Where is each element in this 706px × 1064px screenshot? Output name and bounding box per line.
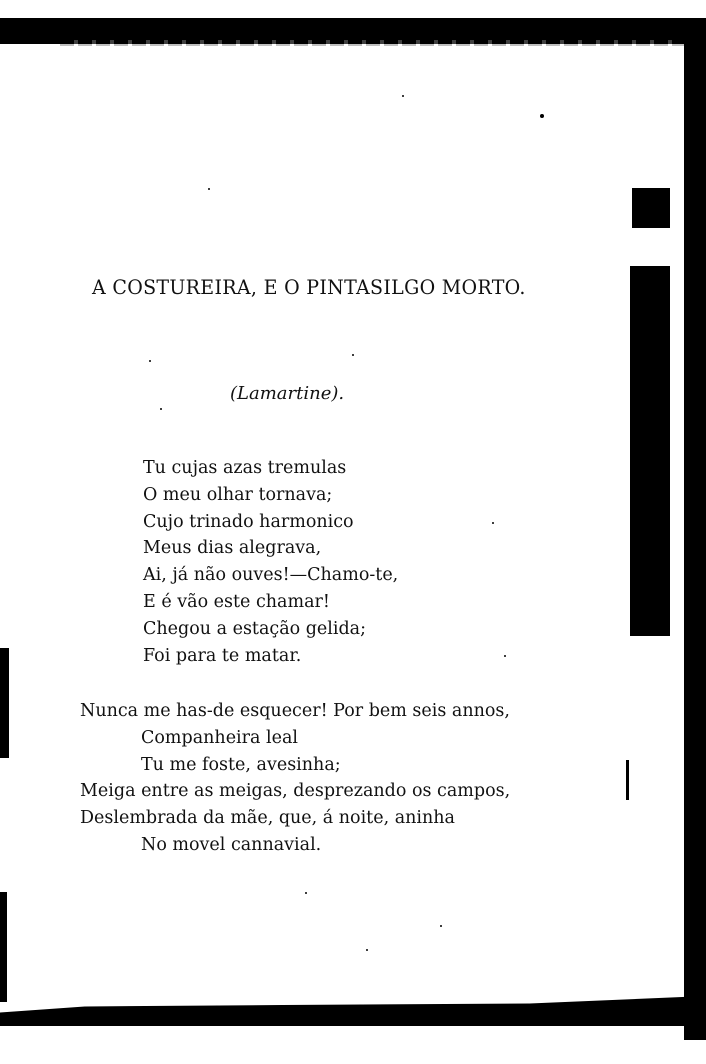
- verse-line: Tu me foste, avesinha;: [141, 754, 341, 775]
- stanza-1: [143, 455, 398, 669]
- poem-attribution: (Lamartine).: [230, 383, 345, 404]
- verse-line: Tu cujas azas tremulas: [143, 458, 347, 478]
- poem-title: A COSTUREIRA, E O PINTASILGO MORTO.: [92, 276, 526, 300]
- verse-line: Meus dias alegrava,: [143, 538, 322, 559]
- verse-line: E é vão este chamar!: [143, 591, 330, 612]
- verse-line: Foi para te matar.: [143, 645, 302, 666]
- verse-line: Ai, já não ouves!—Chamo-te,: [143, 565, 399, 586]
- verse-line: O meu olhar tornava;: [143, 484, 333, 505]
- verse-line: Meiga entre as meigas, desprezando os campos,: [80, 781, 511, 802]
- verse-line: Cujo trinado harmonico: [143, 511, 354, 532]
- verse-line: Chegou a estação gelida;: [143, 618, 367, 639]
- verse-line: Companheira leal: [141, 727, 298, 748]
- verse-line: Deslembrada da mãe, que, á noite, aninha: [80, 808, 455, 829]
- stanza-2: [80, 698, 510, 859]
- verse-line: Nunca me has-de esquecer! Por bem seis annos,: [80, 701, 510, 721]
- verse-line: No movel cannavial.: [141, 834, 322, 855]
